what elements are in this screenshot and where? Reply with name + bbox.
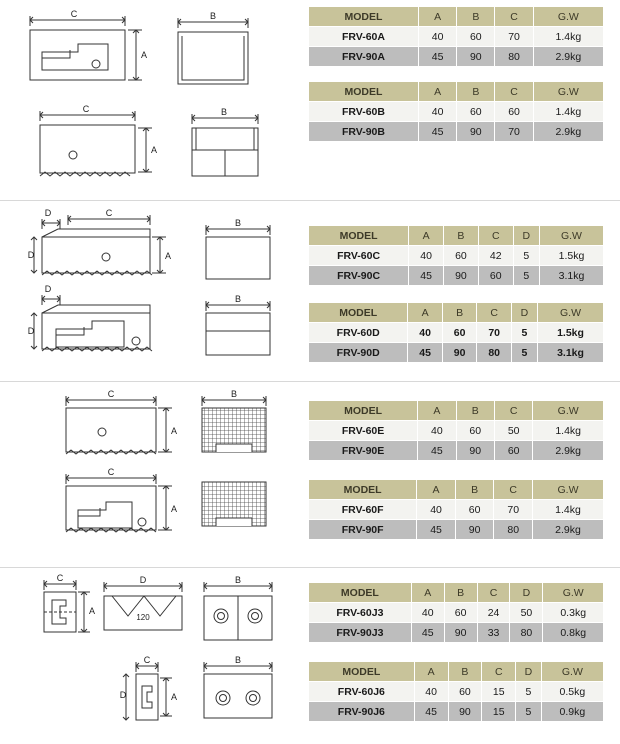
table-header-row — [309, 401, 604, 421]
table-row — [309, 421, 604, 441]
table-row — [309, 323, 604, 343]
table-row — [309, 603, 604, 623]
col-header-gw: G.W — [533, 401, 604, 421]
cell-c: 70 — [477, 323, 512, 343]
cell-b: 90 — [444, 266, 479, 286]
cell-gw: 0.5kg — [541, 682, 603, 702]
table-row — [309, 702, 604, 722]
col-header-gw: G.W — [541, 662, 603, 682]
col-header-d: D — [513, 226, 539, 246]
table-group-e — [300, 382, 620, 567]
cell-c: 70 — [495, 27, 533, 47]
table-row — [309, 246, 604, 266]
cell-model: FRV-60C — [309, 246, 409, 266]
cell-gw: 1.4kg — [533, 500, 604, 520]
cell-gw: 2.9kg — [533, 122, 603, 142]
col-header-model: MODEL — [309, 82, 419, 102]
cell-gw: 3.1kg — [539, 266, 603, 286]
col-header-a: A — [418, 401, 456, 421]
col-header-a: A — [411, 583, 444, 603]
spec-table-j3 — [308, 582, 604, 643]
cell-d: 80 — [510, 623, 543, 643]
col-header-model: MODEL — [309, 226, 409, 246]
col-header-c: C — [477, 583, 510, 603]
cell-model: FRV-90J6 — [309, 702, 415, 722]
cell-c: 15 — [482, 702, 516, 722]
spec-table-b — [308, 81, 604, 142]
col-header-gw: G.W — [533, 7, 603, 27]
cell-c: 60 — [494, 441, 532, 461]
cell-c: 70 — [495, 122, 533, 142]
cell-b: 60 — [457, 27, 495, 47]
drawing-c-svg — [0, 201, 300, 381]
dim-label-a: A — [89, 606, 96, 616]
dim-label-a2: A — [151, 145, 158, 155]
cell-a: 40 — [408, 323, 443, 343]
cell-a: 45 — [418, 122, 456, 142]
dim-label-d2: D — [27, 250, 35, 260]
cell-gw: 0.9kg — [541, 702, 603, 722]
col-header-d: D — [511, 303, 537, 323]
cell-d: 5 — [513, 266, 539, 286]
cell-gw: 2.9kg — [533, 441, 604, 461]
col-header-b: B — [444, 226, 479, 246]
cell-gw: 3.1kg — [538, 343, 604, 363]
dim-label-c: C — [105, 208, 113, 218]
cell-b: 60 — [455, 500, 494, 520]
cell-d: 50 — [510, 603, 543, 623]
cell-d: 5 — [511, 323, 537, 343]
dim-label-a: A — [171, 426, 178, 436]
product-band-e — [0, 382, 620, 567]
dim-label-a2: A — [171, 692, 178, 702]
dim-label-a: A — [141, 50, 148, 60]
col-header-c: C — [494, 480, 533, 500]
cell-c: 33 — [477, 623, 510, 643]
col-header-b: B — [444, 583, 477, 603]
spec-table-d — [308, 302, 604, 363]
cell-a: 40 — [411, 603, 444, 623]
col-header-model: MODEL — [309, 7, 419, 27]
col-header-c: C — [478, 226, 513, 246]
table-header-row — [309, 7, 604, 27]
cell-b: 90 — [457, 122, 495, 142]
cell-gw: 1.5kg — [538, 323, 604, 343]
table-row — [309, 441, 604, 461]
col-header-model: MODEL — [309, 662, 415, 682]
dim-label-d4: D — [27, 326, 35, 336]
spec-table-c — [308, 225, 604, 286]
cell-b: 90 — [444, 623, 477, 643]
dim-label-b2: B — [234, 294, 242, 304]
cell-c: 70 — [494, 500, 533, 520]
dim-label-c2: C — [82, 104, 90, 114]
table-header-row — [309, 583, 604, 603]
dim-label-d: D — [44, 208, 52, 218]
table-row — [309, 122, 604, 142]
cell-model: FRV-60E — [309, 421, 418, 441]
cell-c: 80 — [495, 47, 533, 67]
cell-d: 5 — [516, 702, 542, 722]
cell-a: 45 — [418, 47, 456, 67]
table-group-a — [300, 0, 620, 200]
table-row — [309, 343, 604, 363]
cell-model: FRV-90D — [309, 343, 408, 363]
drawing-group-e — [0, 382, 300, 567]
cell-a: 45 — [417, 520, 456, 540]
col-header-model: MODEL — [309, 401, 418, 421]
spec-table-a — [308, 6, 604, 67]
cell-c: 60 — [478, 266, 513, 286]
cell-a: 40 — [417, 500, 456, 520]
drawing-j-svg — [0, 568, 300, 744]
cell-b: 60 — [444, 246, 479, 266]
dim-label-b2: B — [234, 655, 242, 665]
dim-label-c: C — [70, 9, 78, 19]
cell-model: FRV-60A — [309, 27, 419, 47]
drawing-group-c — [0, 201, 300, 381]
cell-c: 42 — [478, 246, 513, 266]
cell-b: 90 — [457, 47, 495, 67]
dim-label-a: A — [165, 251, 172, 261]
dim-label-d: D — [139, 575, 147, 585]
cell-b: 60 — [442, 323, 477, 343]
spec-table-e — [308, 400, 604, 461]
cell-model: FRV-60F — [309, 500, 417, 520]
col-header-a: A — [414, 662, 448, 682]
cell-d: 5 — [511, 343, 537, 363]
col-header-a: A — [418, 7, 456, 27]
dim-label-c2: C — [143, 655, 151, 665]
col-header-d: D — [510, 583, 543, 603]
cell-model: FRV-90A — [309, 47, 419, 67]
cell-a: 45 — [411, 623, 444, 643]
dim-label-b: B — [234, 575, 242, 585]
cell-b: 60 — [456, 421, 494, 441]
table-header-row — [309, 303, 604, 323]
col-header-c: C — [477, 303, 512, 323]
cell-a: 40 — [414, 682, 448, 702]
cell-b: 90 — [456, 441, 494, 461]
col-header-b: B — [442, 303, 477, 323]
cell-gw: 1.4kg — [533, 421, 604, 441]
table-header-row — [309, 82, 604, 102]
cell-gw: 2.9kg — [533, 47, 603, 67]
cell-d: 5 — [516, 682, 542, 702]
cell-c: 60 — [495, 102, 533, 122]
drawing-a-svg — [0, 0, 300, 200]
col-header-a: A — [408, 303, 443, 323]
cell-a: 40 — [418, 27, 456, 47]
dim-label-a2: A — [171, 504, 178, 514]
drawing-group-a — [0, 0, 300, 200]
product-band-a — [0, 0, 620, 200]
cell-d: 5 — [513, 246, 539, 266]
table-header-row — [309, 480, 604, 500]
cell-a: 45 — [409, 266, 444, 286]
table-row — [309, 520, 604, 540]
col-header-model: MODEL — [309, 303, 408, 323]
cell-model: FRV-90E — [309, 441, 418, 461]
table-header-row — [309, 662, 604, 682]
cell-model: FRV-60J3 — [309, 603, 412, 623]
col-header-c: C — [495, 7, 533, 27]
cell-c: 80 — [477, 343, 512, 363]
cell-model: FRV-90F — [309, 520, 417, 540]
dim-label-b: B — [209, 11, 217, 21]
col-header-b: B — [457, 82, 495, 102]
table-row — [309, 623, 604, 643]
table-header-row — [309, 226, 604, 246]
cell-c: 50 — [494, 421, 532, 441]
col-header-model: MODEL — [309, 583, 412, 603]
cell-model: FRV-60D — [309, 323, 408, 343]
col-header-c: C — [494, 401, 532, 421]
cell-a: 45 — [414, 702, 448, 722]
dim-label-d2: D — [119, 690, 127, 700]
col-header-gw: G.W — [538, 303, 604, 323]
product-band-c — [0, 201, 620, 381]
cell-model: FRV-90J3 — [309, 623, 412, 643]
dim-label-c2: C — [107, 467, 115, 477]
drawing-group-j — [0, 568, 300, 744]
col-header-a: A — [418, 82, 456, 102]
col-header-a: A — [417, 480, 456, 500]
cell-model: FRV-60B — [309, 102, 419, 122]
product-band-j — [0, 568, 620, 744]
cell-b: 90 — [455, 520, 494, 540]
col-header-c: C — [495, 82, 533, 102]
col-header-d: D — [516, 662, 542, 682]
col-header-b: B — [455, 480, 494, 500]
cell-gw: 1.4kg — [533, 102, 603, 122]
cell-a: 40 — [409, 246, 444, 266]
col-header-gw: G.W — [533, 82, 603, 102]
dim-label-c: C — [56, 573, 64, 583]
cell-a: 45 — [418, 441, 456, 461]
cell-model: FRV-90B — [309, 122, 419, 142]
table-group-c — [300, 201, 620, 381]
cell-gw: 1.5kg — [539, 246, 603, 266]
cell-gw: 0.3kg — [543, 603, 604, 623]
cell-gw: 0.8kg — [543, 623, 604, 643]
cell-c: 24 — [477, 603, 510, 623]
col-header-a: A — [409, 226, 444, 246]
table-row — [309, 682, 604, 702]
cell-a: 45 — [408, 343, 443, 363]
cell-a: 40 — [418, 421, 456, 441]
cell-b: 60 — [448, 682, 482, 702]
cell-b: 90 — [448, 702, 482, 722]
cell-model: FRV-60J6 — [309, 682, 415, 702]
table-row — [309, 102, 604, 122]
table-row — [309, 266, 604, 286]
dim-label-b: B — [230, 389, 238, 399]
cell-b: 60 — [457, 102, 495, 122]
cell-b: 60 — [444, 603, 477, 623]
col-header-model: MODEL — [309, 480, 417, 500]
col-header-gw: G.W — [539, 226, 603, 246]
dim-label-c: C — [107, 389, 115, 399]
dim-label-b: B — [234, 218, 242, 228]
table-row — [309, 27, 604, 47]
col-header-b: B — [457, 7, 495, 27]
table-row — [309, 47, 604, 67]
col-header-gw: G.W — [543, 583, 604, 603]
spec-table-j6 — [308, 661, 604, 722]
dim-label-b2: B — [220, 107, 228, 117]
cell-c: 80 — [494, 520, 533, 540]
spec-table-f — [308, 479, 604, 540]
cell-c: 15 — [482, 682, 516, 702]
table-row — [309, 500, 604, 520]
drawing-e-svg — [0, 382, 300, 567]
col-header-c: C — [482, 662, 516, 682]
cell-model: FRV-90C — [309, 266, 409, 286]
cell-a: 40 — [418, 102, 456, 122]
col-header-gw: G.W — [533, 480, 604, 500]
dim-label-d3: D — [44, 284, 52, 294]
col-header-b: B — [456, 401, 494, 421]
cell-gw: 1.4kg — [533, 27, 603, 47]
cell-gw: 2.9kg — [533, 520, 604, 540]
col-header-b: B — [448, 662, 482, 682]
cell-b: 90 — [442, 343, 477, 363]
angle-label-120: 120 — [136, 613, 150, 622]
table-group-j — [300, 568, 620, 744]
